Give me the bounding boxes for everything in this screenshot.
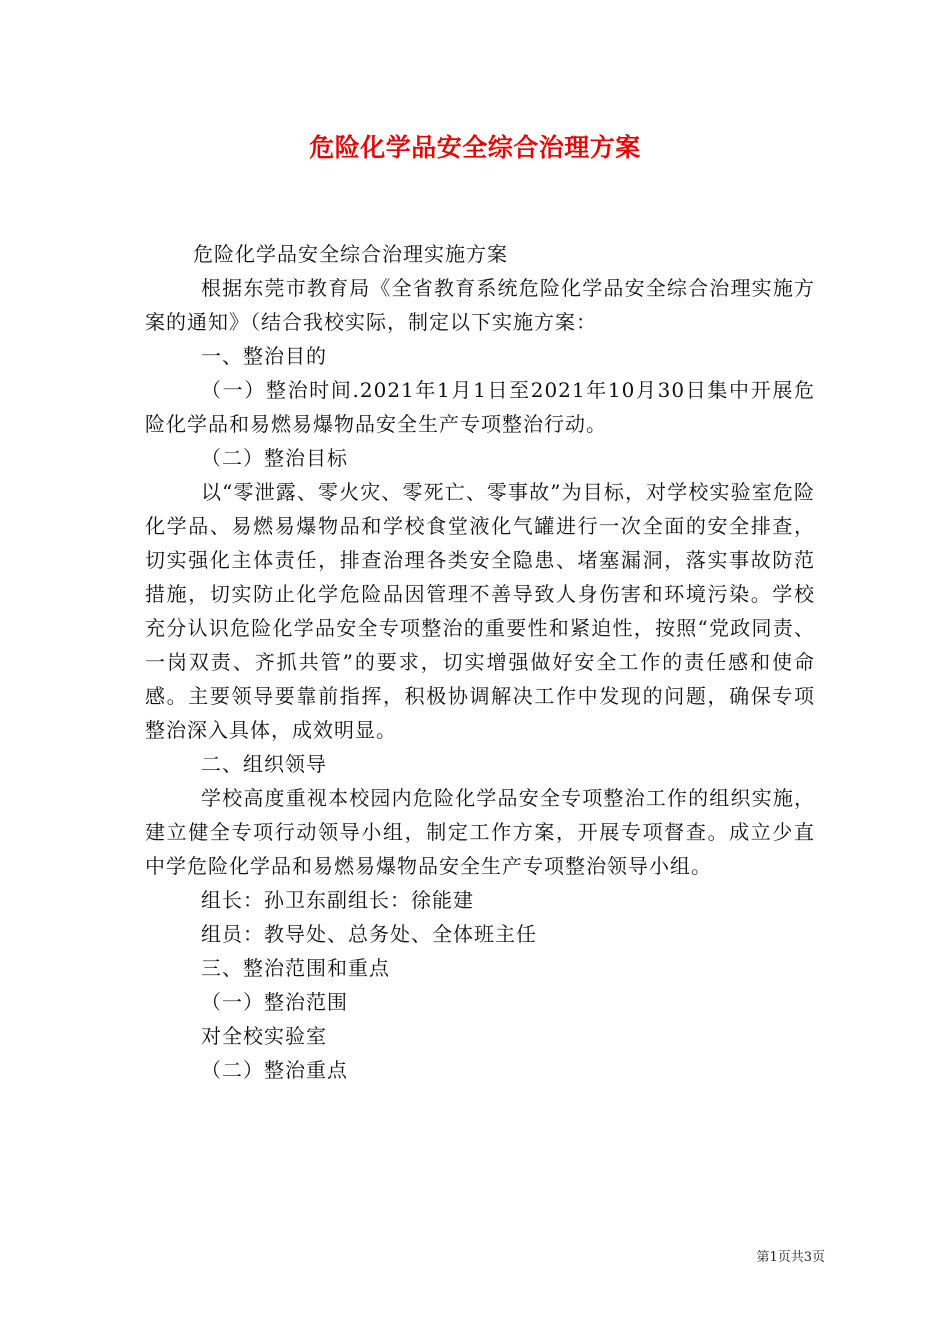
document-body [145, 237, 815, 1087]
section-heading-3: 三、整治范围和重点 [201, 956, 390, 980]
page-number: 第1页共3页 [756, 1250, 825, 1265]
paragraph-members: 组员：教导处、总务处、全体班主任 [201, 922, 537, 946]
paragraph-subtitle: 危险化学品安全综合治理实施方案 [193, 242, 508, 266]
subsection-heading-focus: （二）整治重点 [201, 1058, 348, 1082]
subsection-heading-goals: （二）整治目标 [201, 446, 348, 470]
subsection-heading-scope: （一）整治范围 [201, 990, 348, 1014]
document-title: 危险化学品安全综合治理方案 [309, 133, 641, 162]
paragraph-timeframe: （一）整治时间.2021年1月1日至2021年10月30日集中开展危险化学品和易燃易爆物品安全生产专项整治行动。 [145, 378, 815, 436]
paragraph-leaders: 组长：孙卫东副组长：徐能建 [201, 888, 474, 912]
paragraph-organization: 学校高度重视本校园内危险化学品安全专项整治工作的组织实施，建立健全专项行动领导小组，制定工作方案，开展专项督查。成立少直中学危险化学品和易燃易爆物品安全生产专项整治领导小组。 [145, 786, 815, 878]
section-heading-1: 一、整治目的 [201, 344, 327, 368]
section-heading-2: 二、组织领导 [201, 752, 327, 776]
paragraph-goals: 以“零泄露、零火灾、零死亡、零事故”为目标，对学校实验室危险化学品、易燃易爆物品和学校食堂液化气罐进行一次全面的安全排查，切实强化主体责任，排查治理各类安全隐患、堵塞漏洞，落实事故防范措施，切实防止化学危险品因管理不善导致人身伤害和环境污染。学校充分认识危险化学品安全专项整治的重要性和紧迫性，按照“党政同责、一岗双责、齐抓共管”的要求，切实增强做好安全工作的责任感和使命感。主要领导要靠前指挥，积极协调解决工作中发现的问题，确保专项整治深入具体，成效明显。 [145, 480, 815, 742]
paragraph-intro: 根据东莞市教育局《全省教育系统危险化学品安全综合治理实施方案的通知》（结合我校实际，制定以下实施方案： [145, 276, 815, 334]
paragraph-scope: 对全校实验室 [201, 1024, 327, 1048]
